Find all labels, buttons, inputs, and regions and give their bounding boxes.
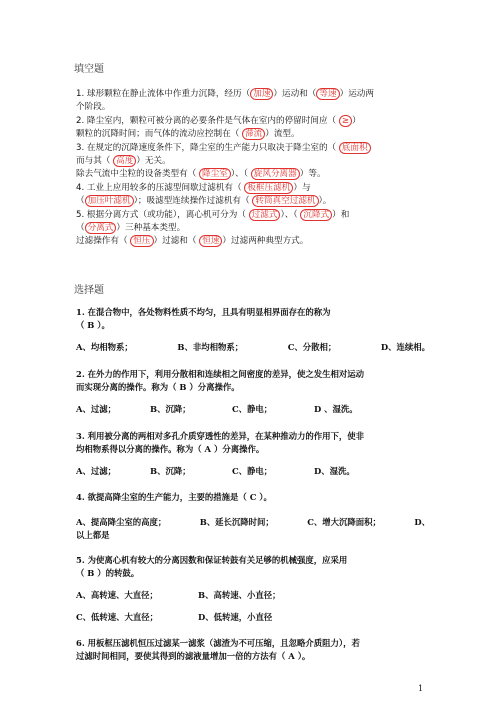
- option-b: B、延长沉降时间；: [199, 517, 274, 528]
- option-b: B、非均相物系；: [177, 342, 244, 353]
- choice-section-title: 选择题: [74, 285, 104, 296]
- option-b: B、高转速、小直径；: [198, 590, 281, 601]
- fill-line: [76, 101, 428, 114]
- option-c: C、增大沉降面积；: [307, 517, 381, 528]
- blank-answer: 降尘室: [199, 168, 231, 180]
- question-1: [76, 306, 430, 354]
- blank-answer: 等速: [316, 88, 339, 100]
- question-options: [76, 611, 430, 624]
- question-2: [76, 368, 430, 416]
- fill-text: ）过滤和（: [153, 236, 200, 247]
- question-options: [76, 589, 430, 602]
- fill-line: [76, 128, 428, 141]
- option-b: B、沉降；: [150, 466, 191, 477]
- fill-text: ）流型。: [265, 129, 300, 140]
- fill-text: ）三种基本类型。: [116, 222, 186, 233]
- fill-text: ）；吸滤型连续操作过滤机有（: [133, 196, 253, 207]
- fill-line: [76, 222, 428, 235]
- option-c: C、静电；: [232, 466, 273, 477]
- blank-answer: ≥: [339, 115, 352, 127]
- fill-text: 1. 球形颗粒在静止流体中作重力沉降，经历（: [76, 89, 251, 99]
- question-stem: 6. 用板框压滤机恒压过滤某一滤浆（滤渣为不可压缩，且忽略介质阻力），若 过滤时间相同，要使其得到的滤液量增加一倍的方法有（ A ）。: [76, 638, 360, 662]
- fill-text: ）过滤两种典型方式。: [222, 236, 309, 247]
- option-a: A、高转速、大直径；: [76, 590, 158, 601]
- option-d: D、连续相。: [380, 342, 430, 353]
- fill-text: 过滤操作有（: [76, 236, 131, 247]
- blank-answer: 加压叶滤机: [85, 195, 134, 207]
- blank-answer: 恒压: [130, 235, 153, 247]
- option-a: A、提高降尘室的高度；: [76, 517, 167, 528]
- fill-section-title: 填空题: [74, 64, 104, 75]
- page-number: 1: [418, 684, 424, 693]
- question-stem: 2. 在外力的作用下，利用分散相和连续相之间密度的差异，使之发生相对运动 而实现分离的操作。称为（ B ）分离操作。: [76, 369, 365, 393]
- fill-line: [76, 168, 428, 181]
- blank-answer: 板框压滤机: [244, 182, 293, 194]
- fill-text: ）与: [293, 182, 311, 193]
- fill-text: 除去气流中尘粒的设备类型有（: [76, 169, 200, 180]
- option-c: C、静电；: [232, 404, 273, 415]
- blank-answer: 分离式: [85, 222, 117, 234]
- fill-line: [76, 115, 428, 128]
- fill-text: 颗粒的沉降时间；而气体的流动应控制在（: [76, 129, 243, 140]
- fill-text: ）。: [318, 196, 332, 207]
- blank-answer: 滞流: [242, 128, 265, 140]
- fill-text: ）运动两: [339, 89, 374, 99]
- fill-text: 2. 降尘室内，颗粒可被分离的必要条件是气体在室内的停留时间应（: [76, 115, 339, 126]
- question-stem: 5. 为使离心机有较大的分离因数和保证转鼓有关足够的机械强度，应采用 （ B ）的转鼓。: [76, 555, 348, 579]
- fill-text: 个阶段。: [76, 102, 111, 113]
- option-a: A、过滤；: [76, 466, 116, 477]
- fill-line: [76, 182, 428, 195]
- fill-text: （: [76, 222, 85, 233]
- blank-answer: 高度: [113, 155, 136, 167]
- option-c: C、分散相；: [287, 342, 337, 353]
- option-a: A、均相物系；: [76, 342, 133, 353]
- question-6: [76, 637, 430, 663]
- option-d: D 、湿洗。: [314, 404, 358, 415]
- fill-text: 5. 根据分离方式（或功能），离心机可分为（: [76, 209, 249, 220]
- question-5: [76, 554, 430, 624]
- question-options: [76, 516, 430, 529]
- blank-answer: 过滤式: [249, 209, 281, 221]
- fill-line: [76, 195, 428, 208]
- question-options: [76, 341, 430, 354]
- option-b: B、沉降；: [150, 404, 191, 415]
- option-d: D、: [414, 517, 430, 528]
- fill-text: ）、（: [280, 209, 301, 220]
- fill-line: [76, 88, 428, 101]
- fill-text: ）运动和（: [273, 89, 317, 99]
- question-stem: 3. 利用被分离的两相对多孔介质穿透性的差异，在某种推动力的作用下，使非 均相物系得以分离的操作。称为（ A ）分离操作。: [76, 431, 365, 455]
- option-c: C、低转速、大直径；: [76, 612, 159, 623]
- fill-text: 而与其（: [76, 155, 114, 166]
- fill-text: ）无关。: [136, 155, 171, 166]
- fill-text: 4. 工业上应用较多的压滤型间歇过滤机有（: [76, 182, 245, 193]
- fill-line: [76, 209, 428, 222]
- fill-text: ）: [352, 115, 361, 126]
- option-d: D、湿洗。: [314, 466, 355, 477]
- question-4: [76, 491, 430, 542]
- fill-text: ）、（: [230, 169, 251, 180]
- fill-line: [76, 142, 428, 155]
- option-a: A、过滤；: [76, 404, 116, 415]
- question-stem: 1. 在混合物中，各处物料性质不均匀，且具有明显相界面存在的称为 （ B ）。: [76, 307, 331, 331]
- fill-text: （: [76, 196, 85, 207]
- blank-answer: 底面积: [339, 142, 371, 154]
- question-options: [76, 403, 430, 416]
- question-options: [76, 465, 430, 478]
- option-d: D、低转速，小直径: [198, 612, 273, 623]
- blank-answer: 沉降式: [300, 209, 332, 221]
- question-3: [76, 430, 430, 478]
- fill-text: ）和: [332, 209, 350, 220]
- fill-text: ）等。: [299, 169, 326, 180]
- fill-text: 3. 在规定的沉降速度条件下，降尘室的生产能力只取决于降尘室的（: [76, 142, 339, 153]
- question-stem: 4. 欲提高降尘室的生产能力，主要的措施是（ C ）。: [76, 492, 272, 502]
- blank-answer: 恒速: [199, 235, 222, 247]
- blank-answer: 加速: [250, 88, 273, 100]
- blank-answer: 旋风分离器: [251, 168, 300, 180]
- fill-line: [76, 155, 428, 168]
- fill-section: [76, 88, 428, 249]
- option-d-continued: 以上都是: [76, 530, 110, 541]
- fill-line: [76, 235, 428, 248]
- blank-answer: 转筒真空过滤机: [252, 195, 318, 207]
